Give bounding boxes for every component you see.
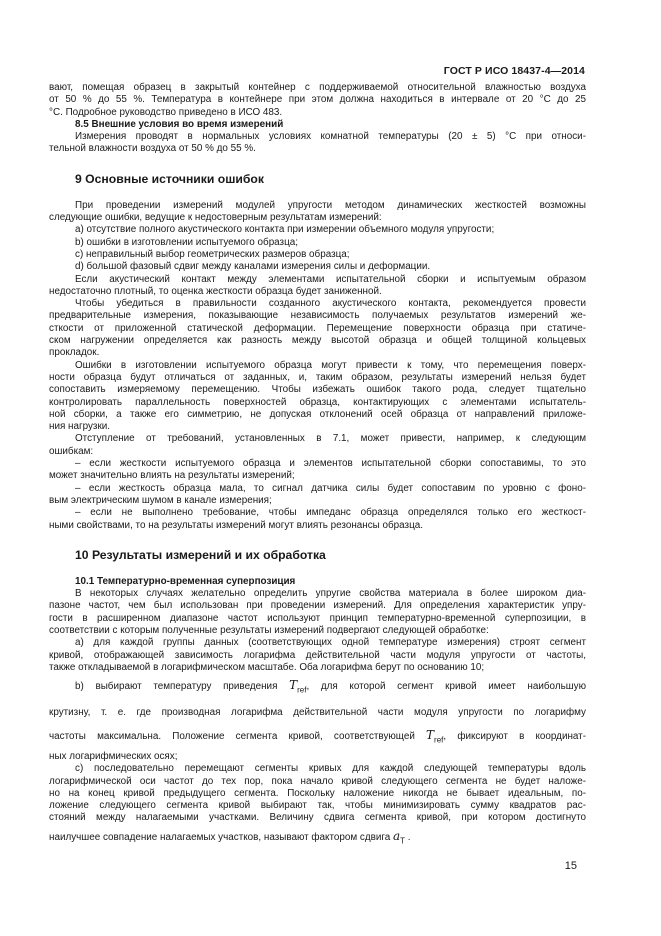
text-line: ния нагрузки. [49, 421, 111, 433]
text-line: пазоне частот, чем был использован при проведении измерений. Для определения характеристик упру- [49, 600, 586, 612]
list-item: c) неправильный выбор геометрических размеров образца; [75, 248, 350, 260]
symbol-subscript: ref [297, 685, 307, 695]
dash-item: – если жесткость образца мала, то сигнал датчика силы будет сопоставим по уровню с фоно- [75, 482, 586, 494]
text-line: Ошибки в изготовлении испытуемого образца могут привести к тому, что перемещения поверх- [75, 359, 586, 371]
list-item: a) для каждой группы данных (соответствующих одной температуре измерения) строят сегмент [75, 637, 586, 649]
text-line: также откладываемой в логарифмическом масштабе. Оба логарифма берут по основанию 10; [49, 661, 485, 673]
text-line: прокладок. [49, 347, 100, 359]
subsection-title-8-5: 8.5 Внешние условия во время измерений [75, 118, 284, 130]
symbol-t-ref [426, 728, 443, 742]
text-line: Чтобы убедиться в правильности созданного акустического контакта, рекомендуется провести [75, 298, 586, 310]
list-item: d) большой фазовый сдвиг между каналами измерения силы и деформации. [75, 261, 431, 273]
symbol-subscript: ref [434, 734, 444, 744]
text-line: недостаточно плотный, то оценка жесткости образца будет заниженной. [49, 285, 382, 297]
text-line [49, 825, 586, 852]
text-line: вают, помещая образец в закрытый контейнер с поддерживаемой относительной влажностью воздуха [49, 82, 586, 93]
text-line: ной сборки, а также его симметрию, не допуская отклонений осей образца от направлений приложе- [49, 408, 586, 420]
text-line: ложение следующего сегмента кривой выбирают так, чтобы минимизировать сумму квадратов рас- [49, 800, 586, 812]
list-item: a) отсутствие полного акустического контакта при измерении объемного модуля упругости; [75, 224, 495, 236]
text-line: предварительные измерения, показывающие независимость получаемых результатов измерений же- [49, 310, 586, 322]
text-line: Отступление от требований, установленных в 7.1, может привести, например, к следующим [75, 433, 586, 445]
dash-item: – если жесткости испытуемого образца и элементов испытательной сборки сопоставимы, то это [75, 458, 586, 470]
text-line: °С. Подробное руководство приведено в ИСО 483. [49, 106, 283, 118]
text-line: логарифмической оси частот до тех пор, пока начало кривой следующего сегмента не будет наложе- [49, 775, 586, 787]
text-line: ными свойствами, то на результаты измерений могут влиять резонансы образца. [49, 519, 423, 531]
text-line: стояний между налагаемыми участками. Величину сдвига сегмента кривой, при котором достигнуто [49, 812, 586, 824]
text-fragment: . [407, 831, 411, 843]
list-item: b) ошибки в изготовлении испытуемого образца; [75, 236, 298, 248]
text-line: ском нагружении определяется как разность между высотой образца и общей толщиной кольцевых [49, 335, 586, 347]
text-line: вым электрическим шумом в канале измерения; [49, 494, 272, 506]
text-line: кривой, отображающей зависимость логарифма действительной части модуля упругости от частоты, [49, 649, 586, 661]
text-line: может значительно влиять на результаты измерений; [49, 470, 295, 482]
standard-header: ГОСТ Р ИСО 18437-4—2014 [443, 65, 585, 77]
symbol-a-t [392, 828, 406, 846]
text-line: от 50 % до 55 %. Температура в контейнере при этом должна находиться в интервале от 20 °С до 25 [49, 94, 586, 106]
text-fragment: , фиксируют в координат- [443, 730, 586, 742]
dash-item: – если не выполнено требование, чтобы импеданс образца определялся только его жесткост- [75, 507, 586, 519]
text-line: крутизну, т. е. где производная логарифма действительной части модуля упругости по логарифму [49, 706, 586, 718]
text-line: тельной влажности воздуха от 50 % до 55 %. [49, 143, 256, 155]
text-line [49, 724, 586, 751]
text-line: При проведении измерений модулей упругости методом динамических жесткостей возможны [75, 199, 586, 211]
symbol-letter: a [392, 828, 401, 843]
list-item: c) последовательно перемещают сегменты кривых для каждой следующей температуры вдоль [75, 763, 586, 775]
text-line: В некоторых случаях желательно определить упругие свойства материала в более широком диа- [75, 588, 586, 600]
text-fragment: наилучшее совпадение налагаемых участков, называют фактором сдвига [49, 831, 391, 843]
text-line: ных логарифмических осях; [49, 750, 178, 762]
text-line: ошибкам: [49, 445, 94, 457]
symbol-letter: T [426, 727, 435, 742]
symbol-t-ref [289, 678, 307, 695]
section-title-10: 10 Результаты измерений и их обработка [75, 547, 326, 562]
subsection-title-10-1: 10.1 Температурно-временная суперпозиция [75, 575, 296, 587]
document-body [49, 82, 586, 852]
text-fragment: , для которой сегмент кривой имеет наибольшую [306, 681, 586, 693]
text-line: Если акустический контакт между элементами испытательной сборки и испытуемым образом [75, 273, 586, 285]
text-line: сопоставить измеряемому перемещению. Чтобы избежать ошибок такого рода, следует тщательно [49, 384, 586, 396]
text-line: гости в расширенном диапазоне частот используют принцип температурно-временной суперпозиции, в [49, 612, 586, 624]
text-fragment: частоты максимальна. Положение сегмента кривой, соответствующей [49, 730, 415, 742]
text-fragment: b) выбирают температуру приведения [75, 681, 278, 693]
page-number: 15 [564, 860, 577, 872]
section-title-9: 9 Основные источники ошибок [75, 171, 264, 186]
text-line: ности образца будут отличаться от заданных, и, таким образом, результаты измерений нельзя будет [49, 371, 586, 383]
text-line: соответствии с которым полученные результаты измерений подвергают следующей обработке: [49, 624, 489, 636]
text-line: контролировать параллельность поверхностей образца, контактирующих с элементами испытатель- [49, 396, 586, 408]
symbol-letter: T [289, 678, 298, 693]
text-line: Измерения проводят в нормальных условиях комнатной температуры (20 ± 5) °С при относи- [75, 131, 586, 143]
text-line: следующие ошибки, ведущие к недостоверным результатам измерений: [49, 212, 382, 224]
symbol-subscript: T [400, 836, 406, 846]
text-line: сткости от приложенной статической деформации. Перемещение поверхности образца при статиче- [49, 322, 586, 334]
list-item [49, 674, 586, 701]
text-line: но на конец кривой предыдущего сегмента. Поскольку наложение никогда не бывает идеальным, по- [49, 787, 586, 799]
